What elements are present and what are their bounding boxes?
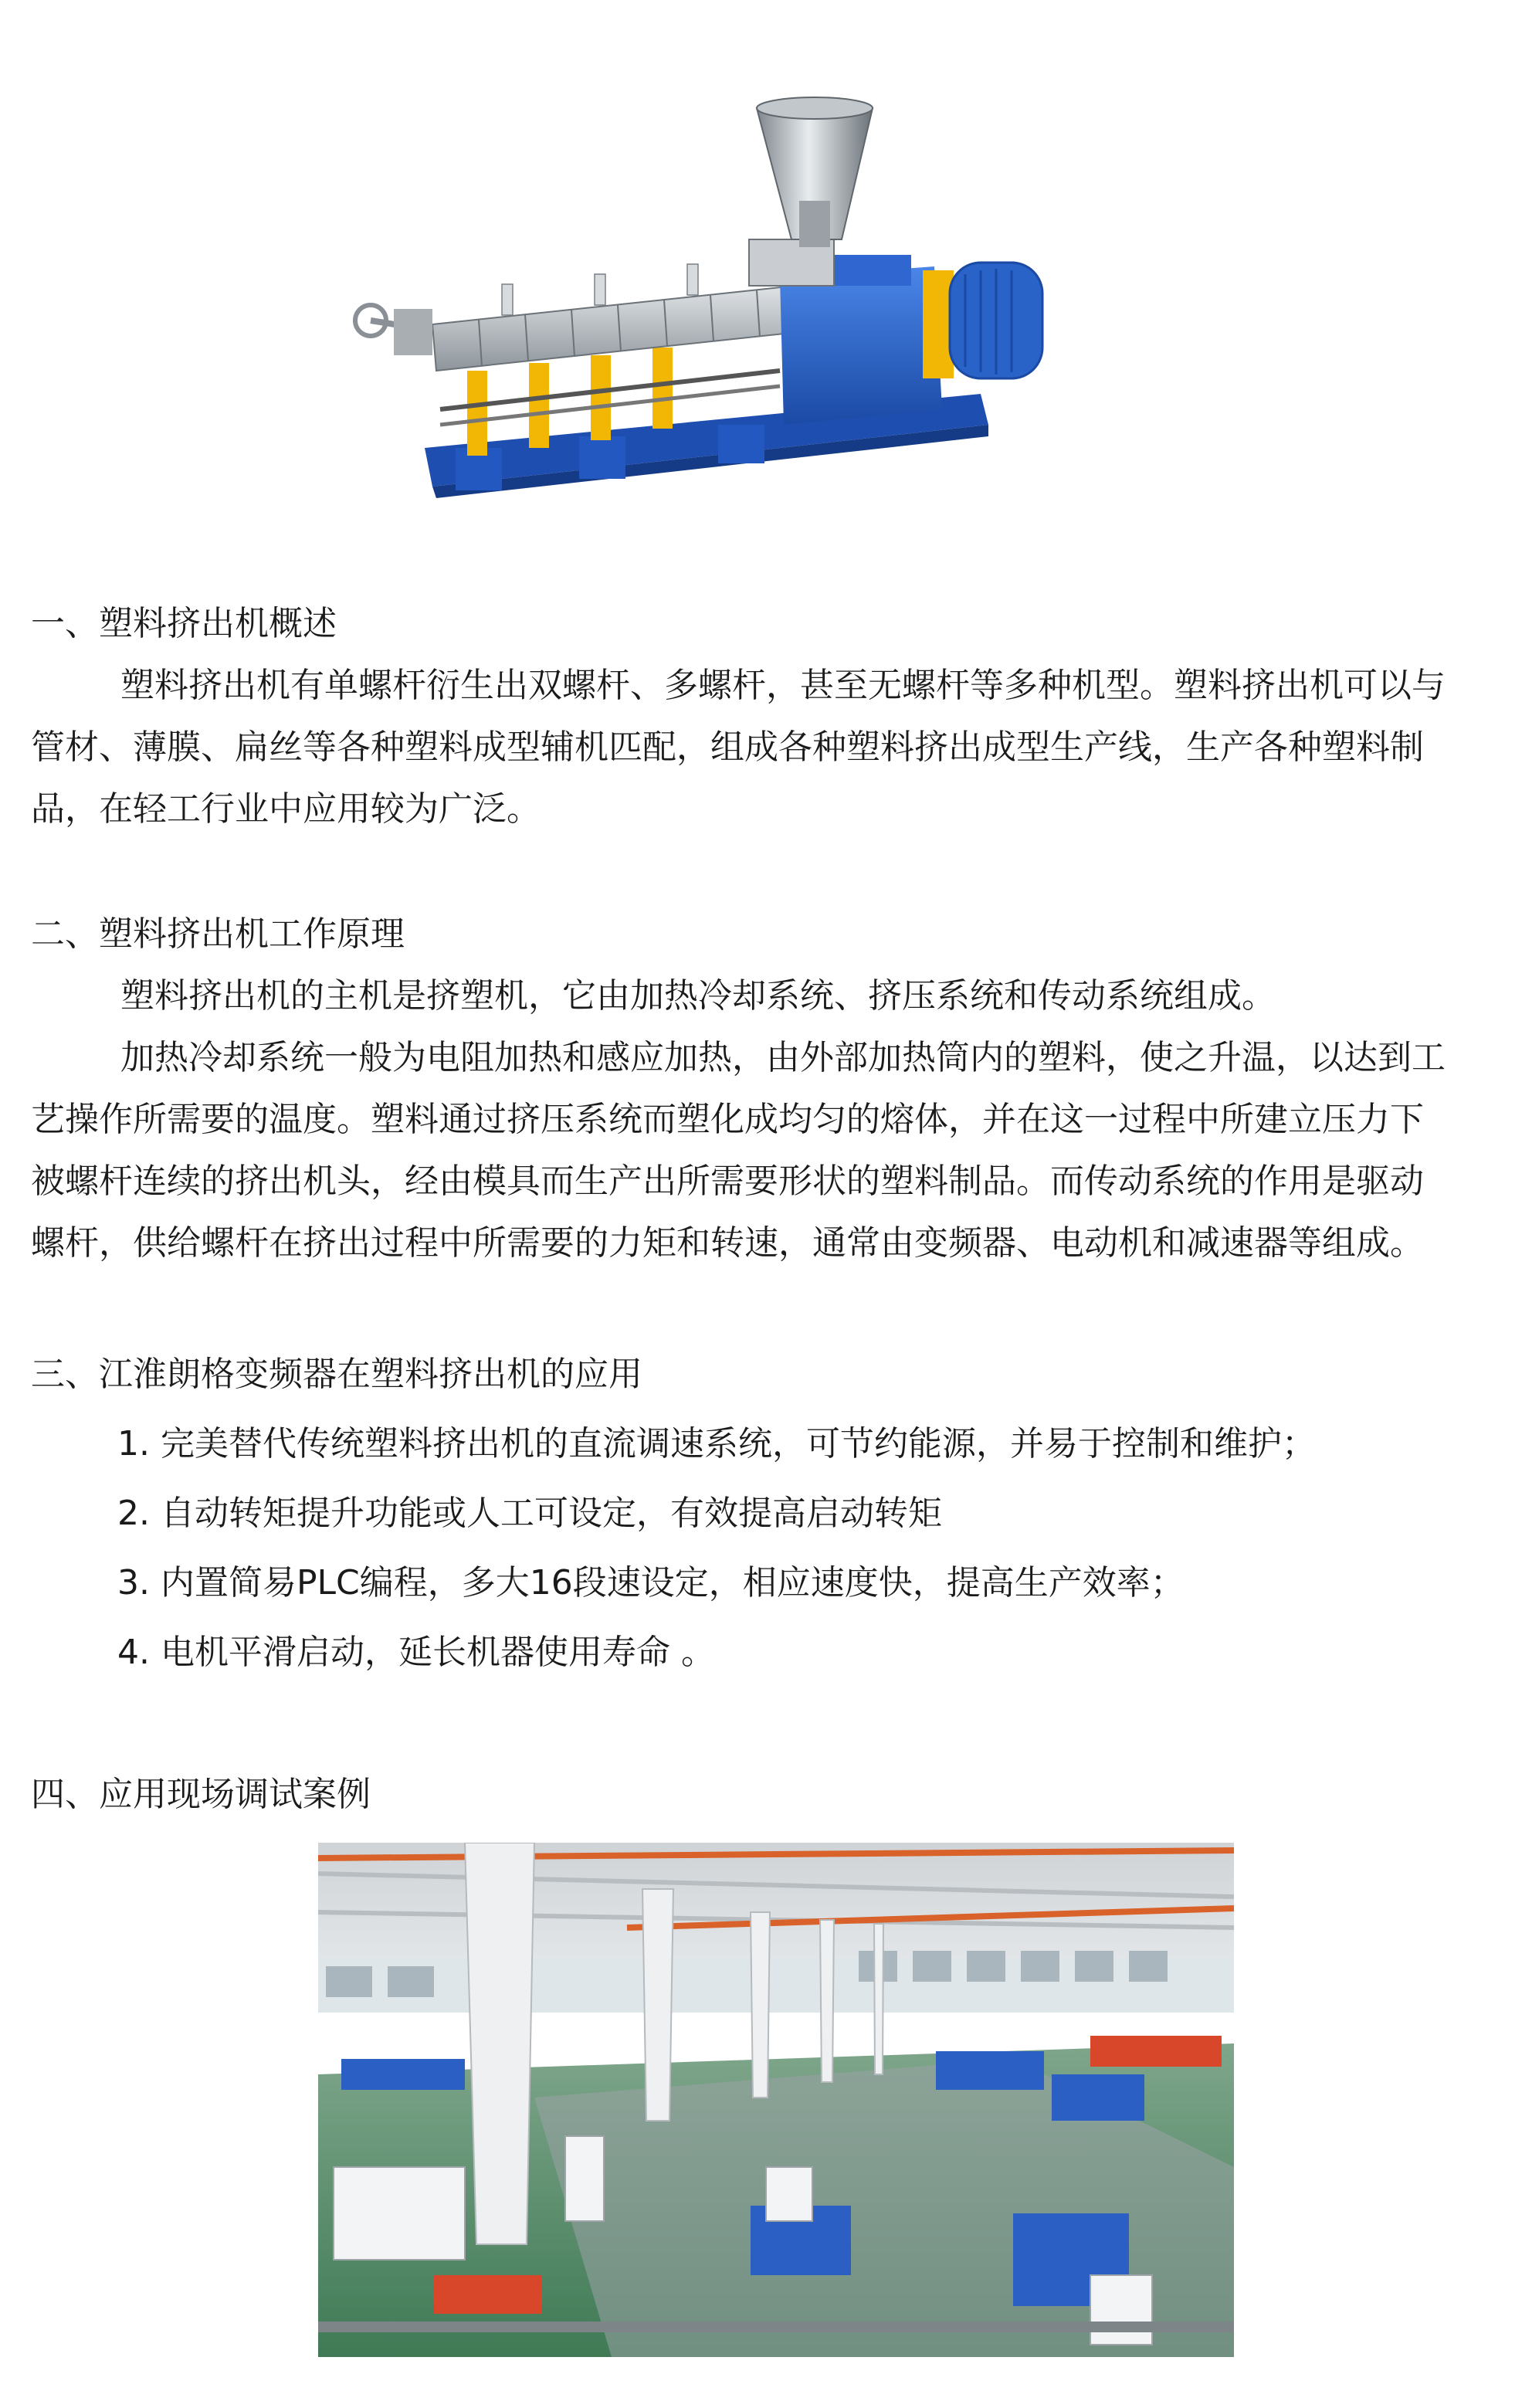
section-2-paragraph-1: 塑料挤出机的主机是挤塑机，它由加热冷却系统、挤压系统和传动系统组成。 [120, 976, 1276, 1016]
section-1-line-2: 管材、薄膜、扁丝等各种塑料成型辅机匹配，组成各种塑料挤出成型生产线，生产各种塑料制 [31, 727, 1424, 767]
section-2-p2-line-4: 螺杆，供给螺杆在挤出过程中所需要的力矩和转速，通常由变频器、电动机和减速器等组成。 [31, 1223, 1424, 1263]
section-1-line-3: 品，在轻工行业中应用较为广泛。 [31, 789, 541, 829]
factory-site-photo [318, 1843, 1234, 2357]
list-item: 1. 完美替代传统塑料挤出机的直流调速系统，可节约能源，并易于控制和维护； [117, 1424, 1316, 1463]
section-2-p2-line-1: 加热冷却系统一般为电阻加热和感应加热，由外部加热筒内的塑料，使之升温，以达到工 [120, 1038, 1446, 1077]
list-item: 3. 内置简易PLC编程，多大16段速设定，相应速度快，提高生产效率； [117, 1563, 1185, 1603]
section-3-heading: 三、江淮朗格变频器在塑料挤出机的应用 [31, 1355, 642, 1394]
extruder-machine-image [347, 85, 1058, 533]
section-2-heading: 二、塑料挤出机工作原理 [31, 914, 405, 954]
section-2-p2-line-3: 被螺杆连续的挤出机头，经由模具而生产出所需要形状的塑料制品。而传动系统的作用是驱动 [31, 1162, 1424, 1201]
section-1-line-1: 塑料挤出机有单螺杆衍生出双螺杆、多螺杆，甚至无螺杆等多种机型。塑料挤出机可以与 [120, 666, 1446, 705]
section-2-p2-line-2: 艺操作所需要的温度。塑料通过挤压系统而塑化成均匀的熔体，并在这一过程中所建立压力下 [31, 1100, 1424, 1139]
section-4-heading: 四、应用现场调试案例 [31, 1775, 371, 1814]
list-item: 2. 自动转矩提升功能或人工可设定，有效提高启动转矩 [117, 1494, 942, 1533]
section-1-heading: 一、塑料挤出机概述 [31, 604, 337, 643]
list-item: 4. 电机平滑启动，延长机器使用寿命 。 [117, 1633, 715, 1672]
